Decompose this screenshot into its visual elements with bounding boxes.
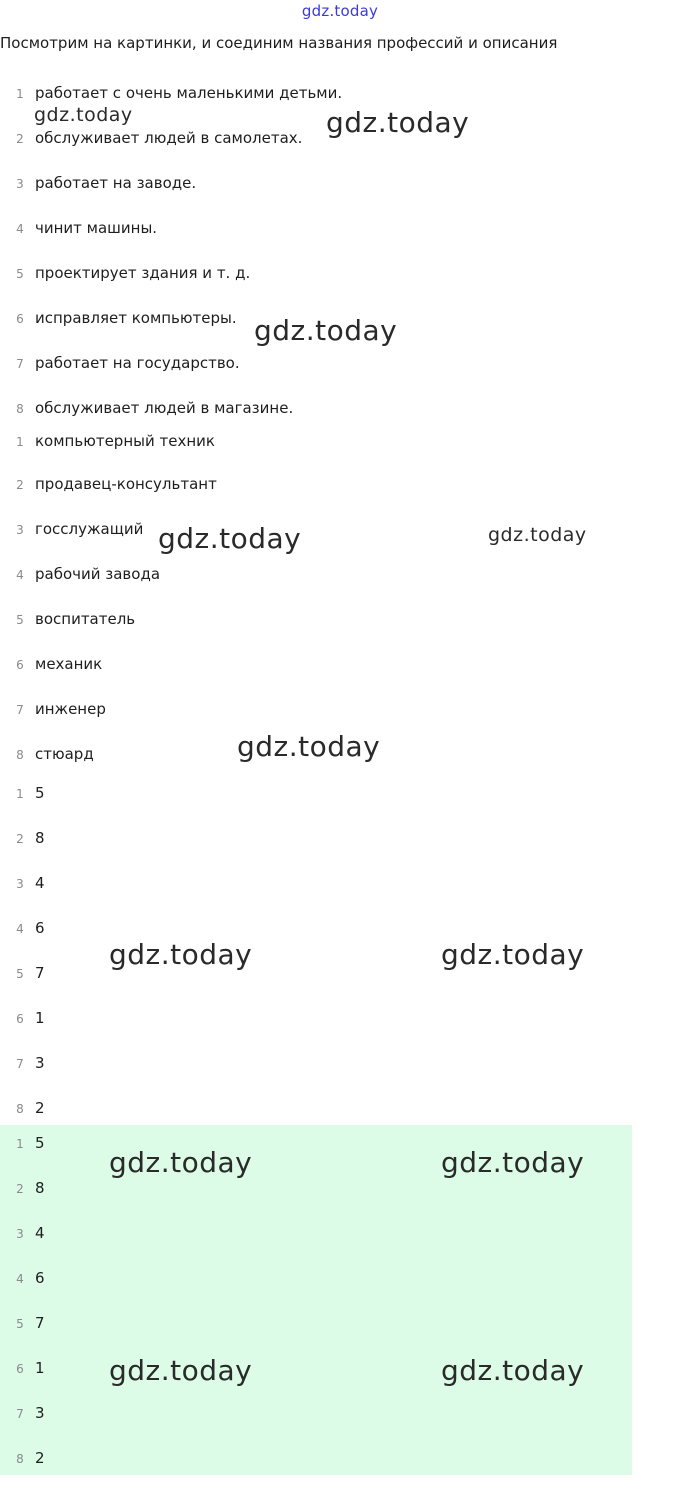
list-item-number: 3 — [16, 177, 24, 191]
list-item-text: работает на государство. — [35, 354, 240, 372]
list-item-number: 8 — [16, 1102, 24, 1116]
watermark: gdz.today — [237, 730, 381, 763]
list-item-number: 2 — [16, 832, 24, 846]
list-item-number: 7 — [16, 1407, 24, 1421]
list-item-text: госслужащий — [35, 520, 144, 538]
list-item — [0, 1265, 640, 1310]
list-item-value: 7 — [35, 1314, 45, 1332]
list-item — [0, 470, 640, 515]
list-item-text: обслуживает людей в магазине. — [35, 399, 294, 417]
list-item-number: 6 — [16, 312, 24, 326]
list-item — [0, 605, 640, 650]
site-header-logo[interactable]: gdz.today — [301, 2, 379, 20]
list-item-number: 3 — [16, 877, 24, 891]
list-item-text: продавец-консультант — [35, 475, 217, 493]
watermark: gdz.today — [488, 524, 587, 546]
list-item-number: 4 — [16, 1272, 24, 1286]
list-item-number: 4 — [16, 222, 24, 236]
watermark: gdz.today — [254, 314, 398, 347]
list-item-text: инженер — [35, 700, 106, 718]
list-item-number: 7 — [16, 1057, 24, 1071]
list-item-text: проектирует здания и т. д. — [35, 264, 251, 282]
list-item-number: 1 — [16, 87, 24, 101]
list-item — [0, 260, 640, 305]
list-item-value: 5 — [35, 784, 45, 802]
list-item-text: обслуживает людей в самолетах. — [35, 129, 303, 147]
list-item-number: 6 — [16, 658, 24, 672]
list-item-number: 1 — [16, 1137, 24, 1151]
list-item-value: 3 — [35, 1404, 45, 1422]
list-item — [0, 1310, 640, 1355]
list-item — [0, 430, 640, 470]
list-item-value: 5 — [35, 1134, 45, 1152]
list-item-number: 1 — [16, 787, 24, 801]
list-item-number: 8 — [16, 748, 24, 762]
watermark: gdz.today — [441, 938, 585, 971]
watermark: gdz.today — [109, 938, 253, 971]
watermark: gdz.today — [158, 522, 302, 555]
list-item-value: 7 — [35, 964, 45, 982]
list-item-number: 5 — [16, 267, 24, 281]
list-item-number: 8 — [16, 402, 24, 416]
list-item — [0, 560, 640, 605]
list-item-text: чинит машины. — [35, 219, 158, 237]
list-item-number: 6 — [16, 1012, 24, 1026]
list-item-number: 2 — [16, 1182, 24, 1196]
list-item — [0, 1050, 640, 1095]
list-item-number: 6 — [16, 1362, 24, 1376]
answer-list — [0, 1130, 640, 1490]
list-item — [0, 825, 640, 870]
list-item-number: 4 — [16, 922, 24, 936]
watermark: gdz.today — [326, 106, 470, 139]
list-item-value: 4 — [35, 1224, 45, 1242]
list-item — [0, 650, 640, 695]
list-item — [0, 780, 640, 825]
list-item-number: 7 — [16, 357, 24, 371]
list-item-number: 8 — [16, 1452, 24, 1466]
list-item-value: 1 — [35, 1359, 45, 1377]
list-item-number: 4 — [16, 568, 24, 582]
list-item-text: исправляет компьютеры. — [35, 309, 237, 327]
list-item — [0, 1445, 640, 1490]
task-title: Посмотрим на картинки, и соединим названия профессий и описания — [0, 34, 558, 52]
watermark: gdz.today — [34, 104, 133, 126]
list-item — [0, 870, 640, 915]
list-item — [0, 1175, 640, 1220]
list-item-value: 6 — [35, 919, 45, 937]
list-item-text: воспитатель — [35, 610, 136, 628]
list-item — [0, 1005, 640, 1050]
watermark: gdz.today — [441, 1146, 585, 1179]
watermark: gdz.today — [109, 1146, 253, 1179]
list-item-value: 2 — [35, 1099, 45, 1117]
list-item-number: 2 — [16, 132, 24, 146]
list-item-number: 5 — [16, 967, 24, 981]
list-item-text: стюард — [35, 745, 94, 763]
list-item — [0, 215, 640, 260]
list-item-value: 8 — [35, 829, 45, 847]
list-item-value: 2 — [35, 1449, 45, 1467]
list-item — [0, 350, 640, 395]
list-item-text: работает на заводе. — [35, 174, 197, 192]
list-item-number: 3 — [16, 523, 24, 537]
list-item-number: 3 — [16, 1227, 24, 1241]
list-item-value: 6 — [35, 1269, 45, 1287]
list-item-number: 5 — [16, 1317, 24, 1331]
list-item-text: рабочий завода — [35, 565, 161, 583]
list-item-number: 1 — [16, 435, 24, 449]
list-item-number: 5 — [16, 613, 24, 627]
watermark: gdz.today — [109, 1354, 253, 1387]
list-item-text: работает с очень маленькими детьми. — [35, 84, 343, 102]
list-item-value: 8 — [35, 1179, 45, 1197]
list-item-number: 7 — [16, 703, 24, 717]
list-item-value: 3 — [35, 1054, 45, 1072]
list-item-value: 1 — [35, 1009, 45, 1027]
list-item — [0, 1400, 640, 1445]
list-item — [0, 125, 640, 170]
list-item-number: 2 — [16, 478, 24, 492]
descriptions-list — [0, 80, 640, 440]
watermark: gdz.today — [441, 1354, 585, 1387]
list-item-value: 4 — [35, 874, 45, 892]
list-item-text: компьютерный техник — [35, 432, 215, 450]
list-item-text: механик — [35, 655, 103, 673]
list-item — [0, 170, 640, 215]
list-item — [0, 1220, 640, 1265]
